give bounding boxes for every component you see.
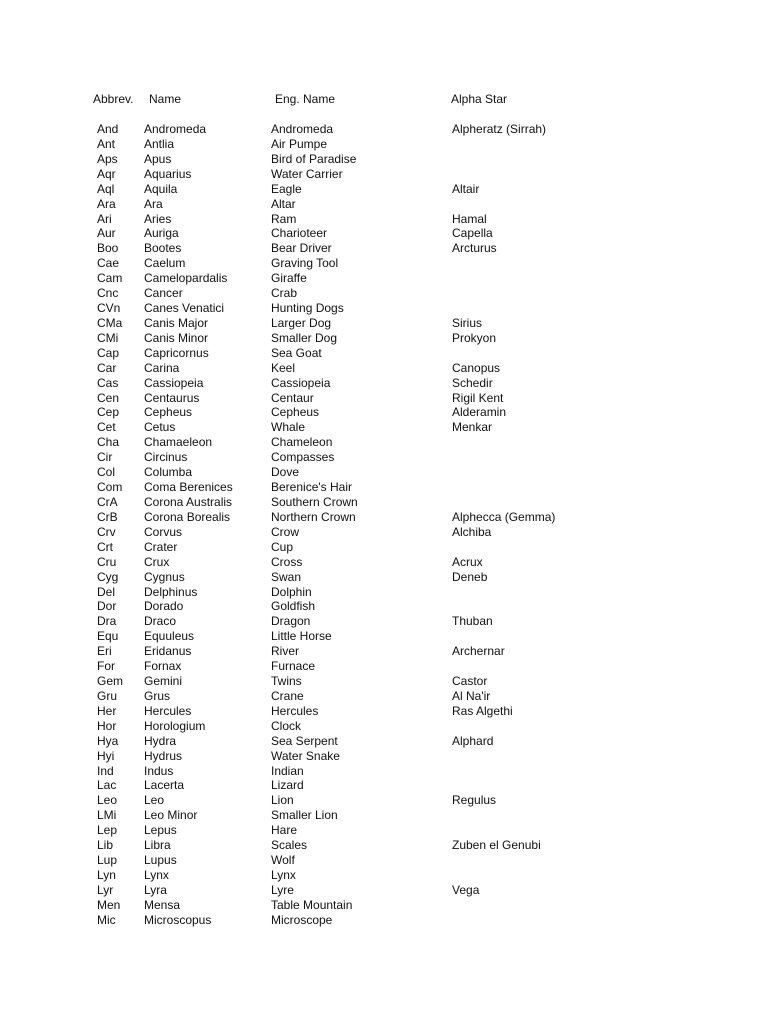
table-row [0,644,768,659]
english-name-cell: Little Horse [271,629,332,644]
name-cell: Capricornus [144,345,209,360]
name-cell: Carina [144,360,180,375]
name-cell: Apus [144,151,172,166]
english-name-cell: Giraffe [271,271,307,286]
name-cell: Corvus [144,524,183,539]
english-name-cell: Keel [271,360,296,375]
name-cell: Microscopus [144,912,212,927]
table-row [0,913,768,928]
abbreviation-cell: Lup [97,853,118,868]
abbreviation-cell: Car [97,360,117,375]
table-row [0,256,768,271]
abbreviation-cell: Ind [97,763,114,778]
alpha-star-cell: Rigil Kent [452,390,504,405]
abbreviation-cell: Lyr [97,882,114,897]
table-row [0,376,768,391]
abbreviation-cell: Hor [97,718,117,733]
name-cell: Aries [144,211,172,226]
name-cell: Cepheus [144,405,193,420]
abbreviation-cell: Ara [97,196,116,211]
english-name-cell: River [271,644,300,659]
abbreviation-cell: And [97,122,119,136]
alpha-star-cell: Alphecca (Gemma) [452,509,556,524]
table-row [0,197,768,212]
alpha-star-cell: Schedir [452,375,493,390]
table-row [0,212,768,227]
alpha-star-cell: Ras Algethi [452,703,513,718]
table-row [0,674,768,689]
abbreviation-cell: CrA [97,495,118,509]
english-name-cell: Cross [271,554,303,569]
name-cell: Corona Borealis [144,509,231,524]
english-name-cell: Andromeda [271,122,334,136]
abbreviation-cell: Leo [97,793,118,808]
english-name-cell: Berenice's Hair [271,480,352,495]
name-cell: Antlia [144,136,175,151]
name-cell: Circinus [144,450,188,465]
english-name-cell: Hercules [271,703,319,718]
table-row [0,122,768,137]
english-name-cell: Crane [271,688,304,703]
table-row [0,137,768,152]
abbreviation-cell: Equ [97,629,119,644]
table-row [0,868,768,883]
table-row [0,405,768,420]
table-row [0,689,768,704]
alpha-star-cell: Regulus [452,793,497,808]
table-row [0,719,768,734]
abbreviation-cell: Ari [97,211,112,226]
table-row [0,570,768,585]
name-cell: Horologium [144,718,206,733]
abbreviation-cell: Lyn [97,868,116,882]
abbreviation-cell: Dra [97,614,117,629]
abbreviation-cell: Cep [97,405,120,420]
english-name-cell: Sea Goat [271,345,322,360]
table-row [0,555,768,570]
english-name-cell: Scales [271,838,308,853]
abbreviation-cell: Hyi [97,748,115,763]
english-name-cell: Whale [271,420,306,435]
abbreviation-cell: Cen [97,390,120,405]
alpha-star-cell: Alderamin [452,405,507,420]
alpha-star-cell: Acrux [452,554,483,569]
name-cell: Hercules [144,703,192,718]
english-name-cell: Air Pumpe [271,136,328,151]
abbreviation-cell: Her [97,703,117,718]
table-row [0,823,768,838]
alpha-star-cell: Alpheratz (Sirrah) [452,122,547,136]
abbreviation-cell: Cam [97,271,123,286]
name-cell: Canes Venatici [144,301,225,316]
table-row [0,271,768,286]
name-cell: Lacerta [144,778,185,793]
abbreviation-cell: Aqr [97,166,116,181]
english-name-cell: Lynx [271,868,296,882]
abbreviation-cell: LMi [97,808,117,823]
english-name-cell: Chameleon [271,435,333,450]
english-name-cell: Eagle [271,181,302,196]
table-row [0,435,768,450]
abbreviation-cell: Col [97,465,116,480]
name-cell: Bootes [144,241,182,256]
abbreviation-cell: Aql [97,181,115,196]
english-name-cell: Charioteer [271,226,328,241]
english-name-cell: Table Mountain [271,897,353,912]
alpha-star-cell: Altair [452,181,480,196]
table-row [0,316,768,331]
english-name-cell: Northern Crown [271,509,356,524]
name-cell: Mensa [144,897,181,912]
alpha-star-cell: Alchiba [452,524,492,539]
name-cell: Andromeda [144,122,207,136]
name-cell: Libra [144,838,171,853]
alpha-star-cell: Arcturus [452,241,497,256]
table-row [0,704,768,719]
name-cell: Auriga [144,226,179,241]
table-row [0,450,768,465]
name-cell: Cetus [144,420,176,435]
english-name-cell: Lion [271,793,294,808]
table-row [0,226,768,241]
abbreviation-cell: Eri [97,644,112,659]
english-name-cell: Furnace [271,659,316,674]
alpha-star-cell: Prokyon [452,330,497,345]
english-name-cell: Swan [271,569,302,584]
name-cell: Cassiopeia [144,375,204,390]
table-row [0,510,768,525]
name-cell: Grus [144,688,171,703]
english-name-cell: Graving Tool [271,256,339,271]
abbreviation-cell: Gru [97,688,118,703]
table-row [0,853,768,868]
english-name-cell: Ram [271,211,297,226]
english-name-cell: Twins [271,674,302,689]
alpha-star-cell: Archernar [452,644,505,659]
alpha-star-cell: Al Na'ir [452,688,491,703]
abbreviation-cell: CVn [97,301,121,316]
english-name-cell: Altar [271,196,296,211]
abbreviation-cell: Aps [97,151,118,166]
alpha-star-cell: Sirius [452,315,483,330]
table-row [0,540,768,555]
english-name-cell: Water Carrier [271,166,343,181]
name-cell: Eridanus [144,644,192,659]
table-row [0,420,768,435]
english-name-cell: Hare [271,823,298,838]
english-name-cell: Smaller Dog [271,330,338,345]
table-row [0,793,768,808]
abbreviation-cell: Boo [97,241,119,256]
abbreviation-cell: Lib [97,838,114,853]
english-name-cell: Microscope [271,912,333,927]
alpha-star-cell: Canopus [452,360,501,375]
abbreviation-cell: Lac [97,778,117,793]
table-row [0,241,768,256]
english-name-cell: Indian [271,763,304,778]
name-cell: Aquila [144,181,178,196]
alpha-star-cell: Vega [452,882,480,897]
abbreviation-cell: Cyg [97,569,119,584]
name-cell: Fornax [144,659,182,674]
name-cell: Indus [144,763,174,778]
header-alpha-star: Alpha Star [451,92,508,106]
alpha-star-cell: Castor [452,674,488,689]
abbreviation-cell: Dor [97,599,117,614]
abbreviation-cell: Men [97,897,121,912]
english-name-cell: Crow [271,524,300,539]
header-abbreviation: Abbrev. [93,92,134,106]
table-row [0,465,768,480]
table-row [0,361,768,376]
name-cell: Cygnus [144,569,185,584]
alpha-star-cell: Deneb [452,569,488,584]
alpha-star-cell: Thuban [452,614,493,629]
table-row [0,525,768,540]
name-cell: Draco [144,614,177,629]
table-row [0,585,768,600]
english-name-cell: Crab [271,286,298,301]
abbreviation-cell: Ant [97,136,116,151]
name-cell: Crux [144,554,170,569]
english-name-cell: Bear Driver [271,241,332,256]
english-name-cell: Sea Serpent [271,733,338,748]
header-name: Name [149,92,182,106]
english-name-cell: Dolphin [271,584,312,599]
table-row [0,599,768,614]
table-row [0,331,768,346]
table-row [0,301,768,316]
name-cell: Cancer [144,286,183,301]
table-row [0,629,768,644]
abbreviation-cell: Aur [97,226,116,241]
abbreviation-cell: Cnc [97,286,119,301]
english-name-cell: Cup [271,539,294,554]
english-name-cell: Dragon [271,614,311,629]
english-name-cell: Water Snake [271,748,340,763]
name-cell: Aquarius [144,166,192,181]
abbreviation-cell: Cha [97,435,120,450]
abbreviation-cell: Com [97,480,123,495]
table-row [0,898,768,913]
abbreviation-cell: Cet [97,420,116,435]
table-row [0,778,768,793]
name-cell: Ara [144,196,163,211]
table-row [0,152,768,167]
name-cell: Delphinus [144,584,198,599]
abbreviation-cell: CMi [97,330,119,345]
english-name-cell: Southern Crown [271,495,358,509]
table-header [0,92,768,107]
header-english-name: Eng. Name [275,92,336,106]
abbreviation-cell: Hya [97,733,119,748]
english-name-cell: Goldfish [271,599,316,614]
english-name-cell: Wolf [271,853,295,868]
abbreviation-cell: Gem [97,674,124,689]
name-cell: Chamaeleon [144,435,213,450]
table-row [0,838,768,853]
alpha-star-cell: Hamal [452,211,487,226]
english-name-cell: Smaller Lion [271,808,338,823]
table-row [0,391,768,406]
english-name-cell: Lizard [271,778,304,793]
english-name-cell: Cepheus [271,405,320,420]
english-name-cell: Bird of Paradise [271,151,357,166]
name-cell: Caelum [144,256,186,271]
table-row [0,749,768,764]
english-name-cell: Lyre [271,882,294,897]
name-cell: Canis Major [144,315,209,330]
name-cell: Corona Australis [144,495,233,509]
name-cell: Dorado [144,599,184,614]
name-cell: Centaurus [144,390,200,405]
table-row [0,659,768,674]
table-row [0,167,768,182]
abbreviation-cell: Lep [97,823,118,838]
english-name-cell: Hunting Dogs [271,301,344,316]
table-row [0,614,768,629]
name-cell: Camelopardalis [144,271,228,286]
name-cell: Hydra [144,733,177,748]
english-name-cell: Clock [271,718,302,733]
abbreviation-cell: For [97,659,115,674]
english-name-cell: Dove [271,465,300,480]
abbreviation-cell: Cae [97,256,120,271]
alpha-star-cell: Menkar [452,420,493,435]
table-row [0,883,768,898]
alpha-star-cell: Alphard [452,733,494,748]
name-cell: Columba [144,465,193,480]
english-name-cell: Compasses [271,450,335,465]
table-row [0,346,768,361]
abbreviation-cell: Cap [97,345,120,360]
abbreviation-cell: CMa [97,315,123,330]
name-cell: Crater [144,539,178,554]
abbreviation-cell: CrB [97,509,118,524]
table-row [0,734,768,749]
abbreviation-cell: Cir [97,450,113,465]
english-name-cell: Larger Dog [271,315,332,330]
alpha-star-cell: Zuben el Genubi [452,838,541,853]
english-name-cell: Cassiopeia [271,375,331,390]
abbreviation-cell: Cas [97,375,119,390]
name-cell: Leo Minor [144,808,198,823]
abbreviation-cell: Crv [97,524,116,539]
name-cell: Lynx [144,868,169,882]
abbreviation-cell: Cru [97,554,117,569]
name-cell: Lepus [144,823,177,838]
english-name-cell: Centaur [271,390,314,405]
table-row [0,808,768,823]
abbreviation-cell: Mic [97,912,116,927]
name-cell: Coma Berenices [144,480,233,495]
table-row [0,495,768,510]
alpha-star-cell: Capella [452,226,493,241]
name-cell: Lyra [144,882,167,897]
name-cell: Equuleus [144,629,195,644]
name-cell: Hydrus [144,748,183,763]
name-cell: Leo [144,793,165,808]
table-row [0,286,768,301]
name-cell: Canis Minor [144,330,209,345]
name-cell: Lupus [144,853,177,868]
table-row [0,764,768,779]
table-row [0,480,768,495]
abbreviation-cell: Del [97,584,116,599]
table-row [0,182,768,197]
abbreviation-cell: Crt [97,539,113,554]
name-cell: Gemini [144,674,183,689]
